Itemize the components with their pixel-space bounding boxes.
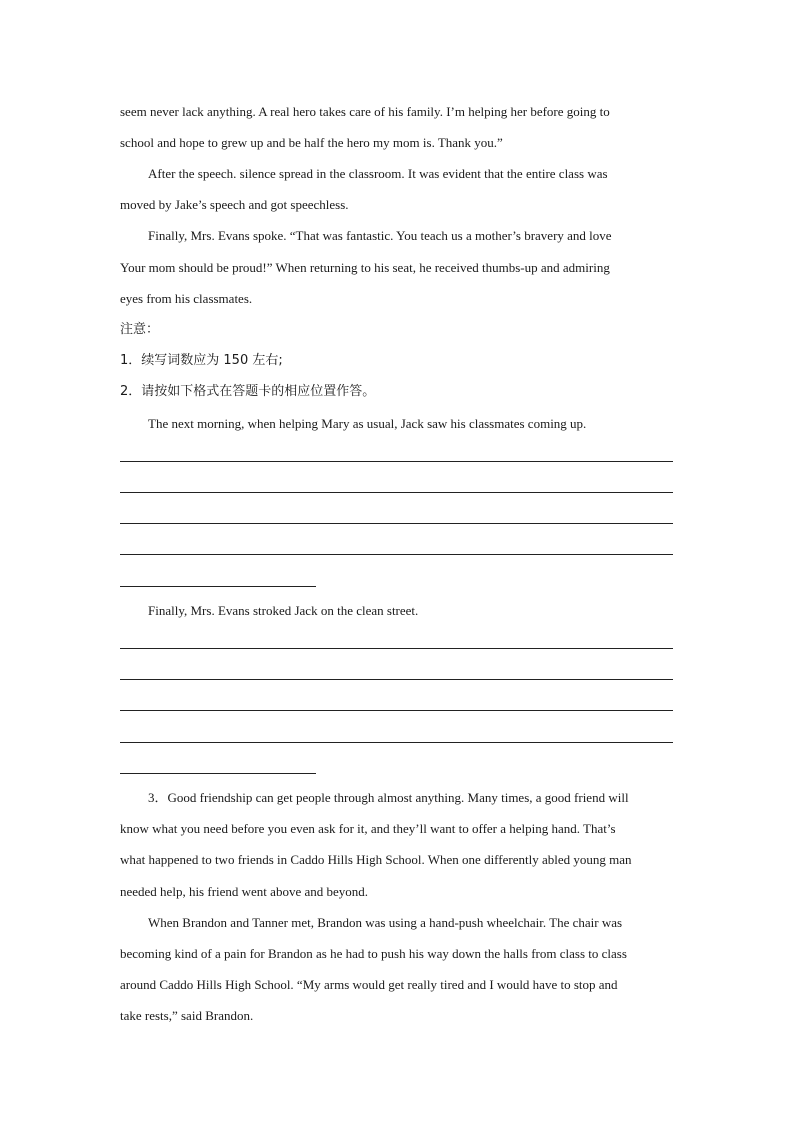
- passage-line: eyes from his classmates.: [120, 291, 253, 306]
- passage-line: Your mom should be proud!” When returning to his seat, he received thumbs-up and admiring: [120, 260, 610, 275]
- answer-line[interactable]: [120, 679, 673, 680]
- passage-line: 3．Good friendship can get people through almost anything. Many times, a good friend will: [148, 790, 629, 805]
- passage-line: After the speech. silence spread in the classroom. It was evident that the entire class was: [148, 166, 608, 181]
- passage-line: take rests,” said Brandon.: [120, 1008, 254, 1023]
- passage-line: school and hope to grew up and be half the hero my mom is. Thank you.”: [120, 135, 503, 150]
- answer-line-short[interactable]: [120, 773, 316, 774]
- passage-line: When Brandon and Tanner met, Brandon was using a hand-push wheelchair. The chair was: [148, 915, 623, 930]
- answer-line-short[interactable]: [120, 586, 316, 587]
- answer-line[interactable]: [120, 742, 673, 743]
- notes-item-2: 2．请按如下格式在答题卡的相应位置作答。: [120, 384, 376, 399]
- answer-line[interactable]: [120, 492, 673, 493]
- passage-line: Finally, Mrs. Evans spoke. “That was fantastic. You teach us a mother’s bravery and love: [148, 228, 612, 243]
- answer-line[interactable]: [120, 523, 673, 524]
- notes-item-1: 1．续写词数应为 150 左右;: [120, 353, 283, 368]
- passage-line: around Caddo Hills High School. “My arms would get really tired and I would have to stop and: [120, 977, 618, 992]
- passage-line: moved by Jake’s speech and got speechless.: [120, 197, 349, 212]
- answer-line[interactable]: [120, 710, 673, 711]
- passage-line: needed help, his friend went above and beyond.: [120, 884, 369, 899]
- paragraph-2-opening: Finally, Mrs. Evans stroked Jack on the clean street.: [148, 603, 419, 618]
- answer-line[interactable]: [120, 461, 673, 462]
- paragraph-1-opening: The next morning, when helping Mary as usual, Jack saw his classmates coming up.: [148, 416, 587, 431]
- passage-line: know what you need before you even ask for it, and they’ll want to offer a helping hand. That’s: [120, 821, 616, 836]
- notes-heading: 注意：: [120, 322, 160, 337]
- passage-line: what happened to two friends in Caddo Hills High School. When one differently abled young man: [120, 852, 632, 867]
- passage-line: seem never lack anything. A real hero takes care of his family. I’m helping her before going to: [120, 104, 610, 119]
- passage-line: becoming kind of a pain for Brandon as he had to push his way down the halls from class to class: [120, 946, 627, 961]
- answer-line[interactable]: [120, 648, 673, 649]
- answer-line[interactable]: [120, 554, 673, 555]
